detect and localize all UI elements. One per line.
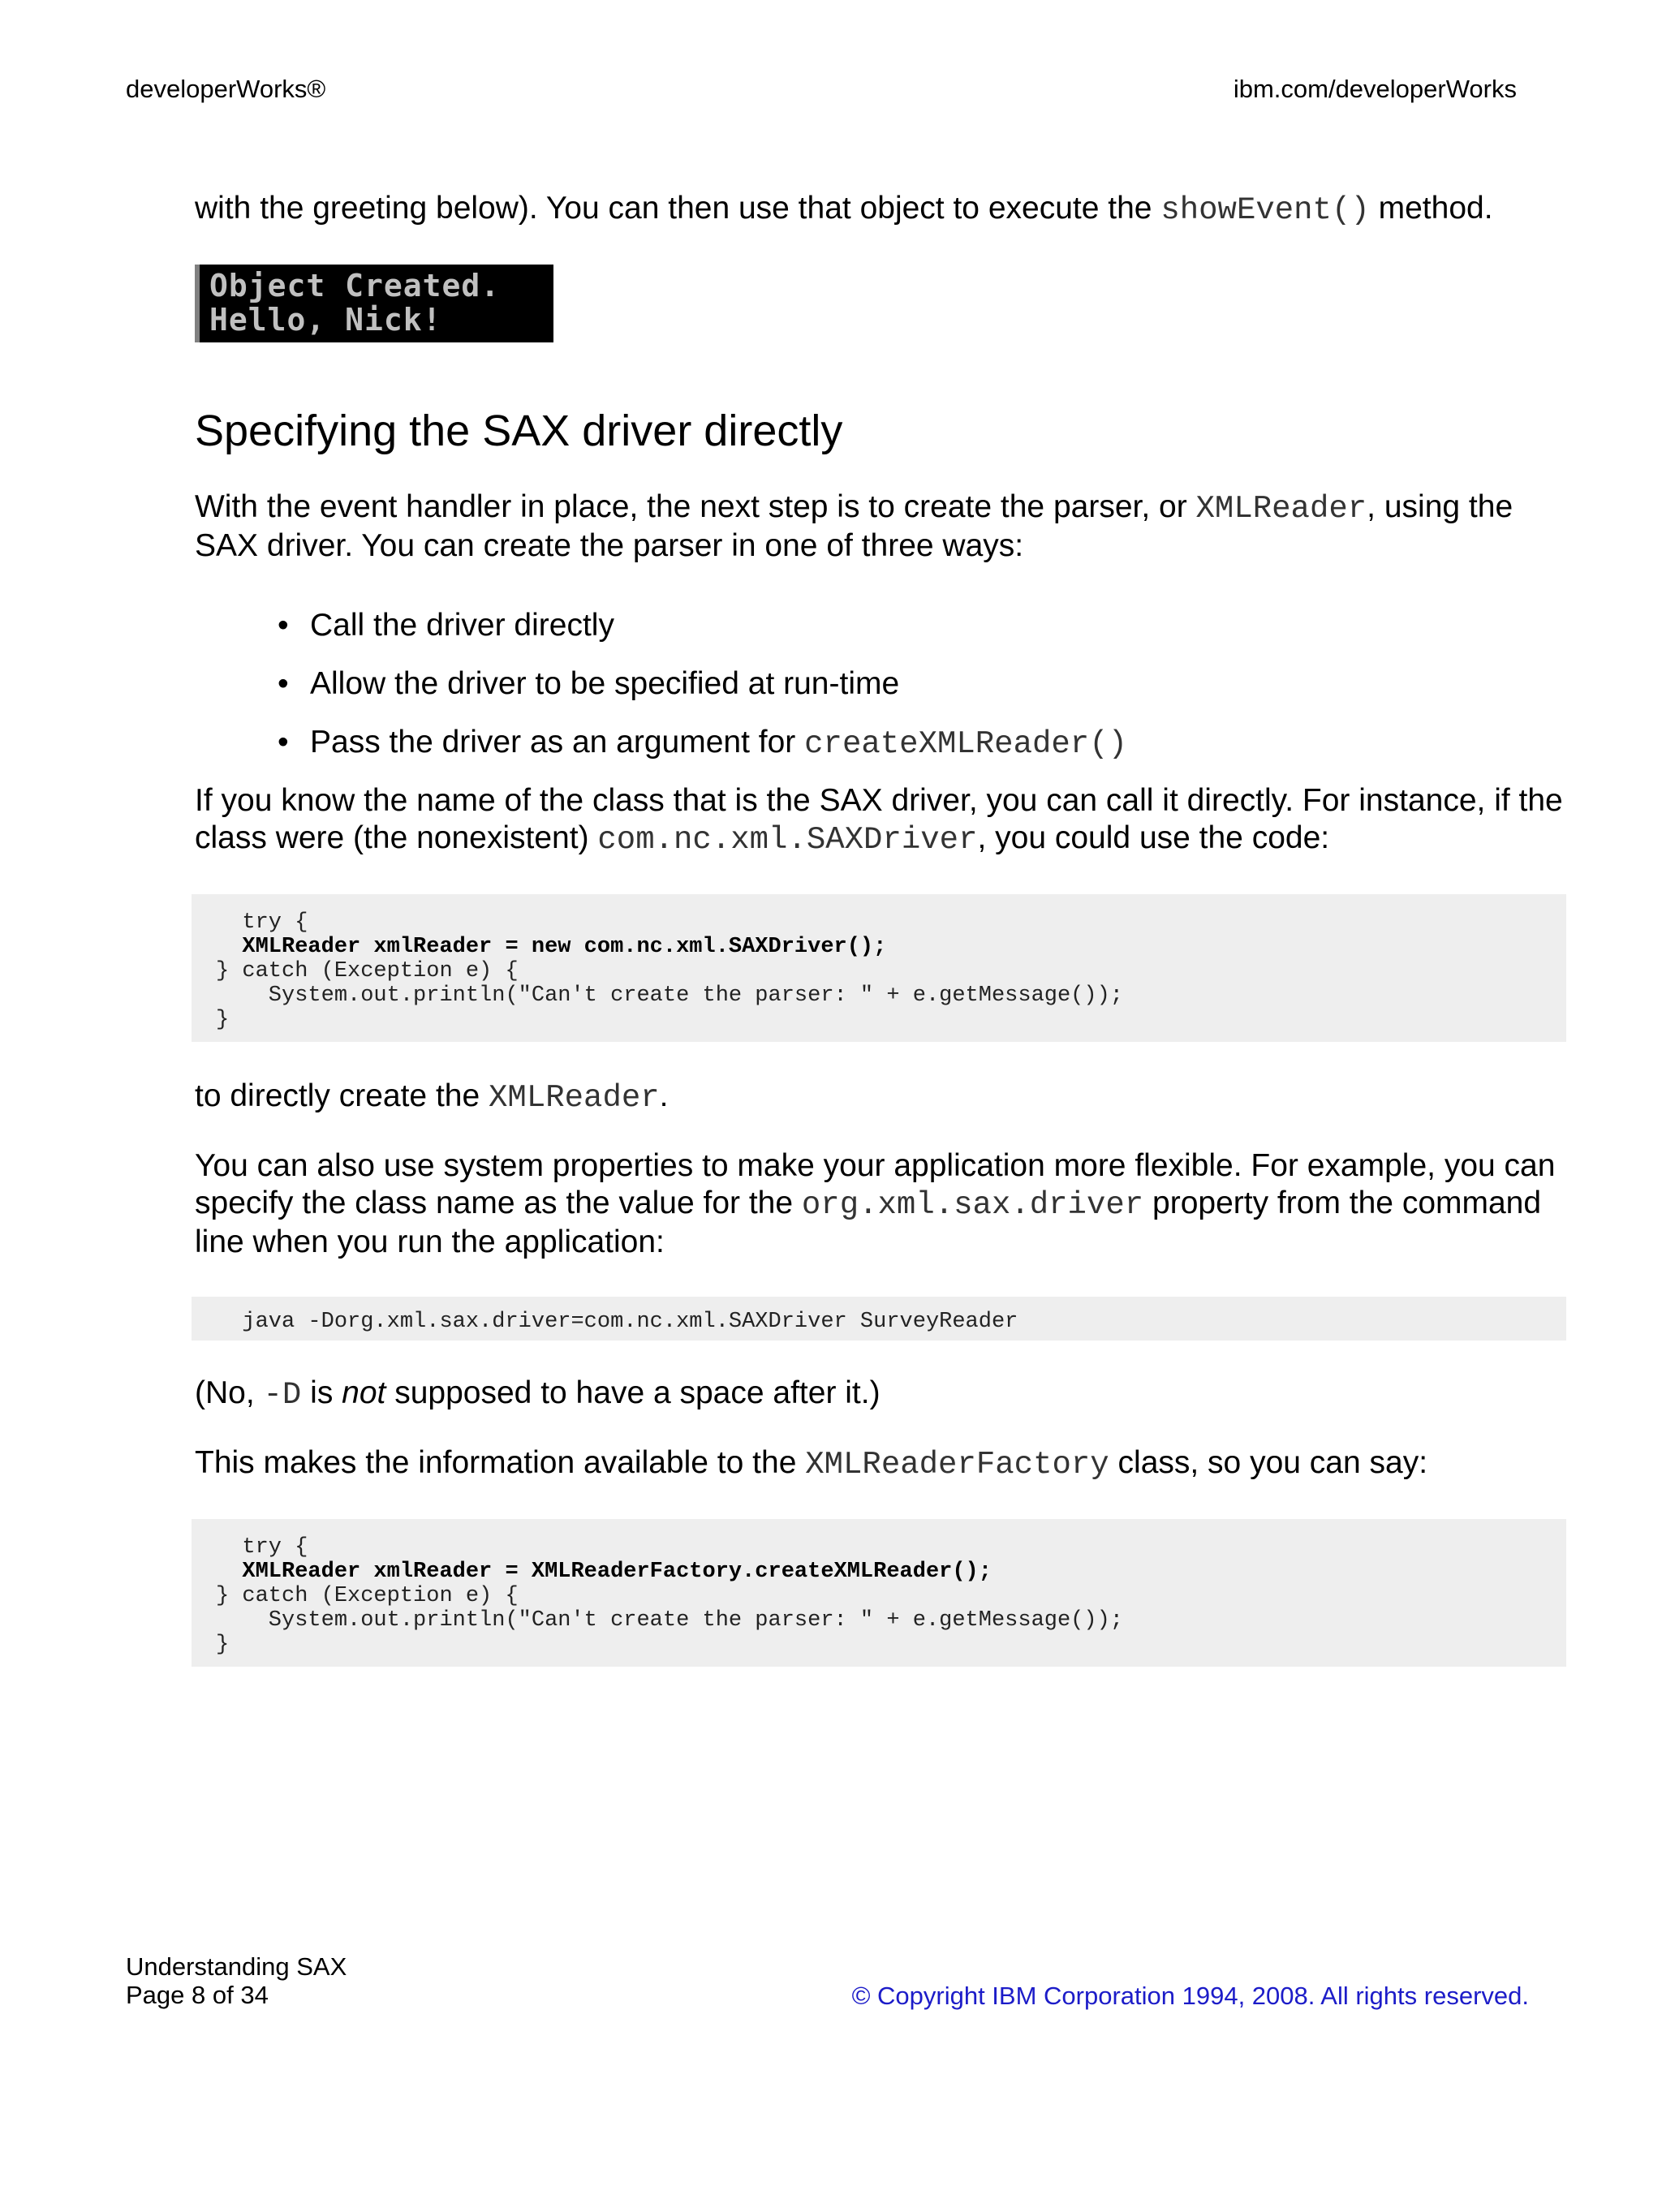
bullet-icon: • [278,666,289,701]
console-line: Object Created. [209,268,501,303]
code-line: try { [216,910,308,935]
code-line: } [216,1008,230,1032]
paragraph: This makes the information available to the XMLReaderFactory class, so you can say: [195,1445,1428,1483]
code-line: } catch (Exception e) { [216,1584,519,1608]
header-brand: developerWorks® [126,75,326,103]
code-line: } [216,1633,230,1657]
paragraph: You can also use system properties to make your application more flexible. For example, you can specify the class name as the value for the org.xml.sax.driver property from the command line when you run the application: [195,1148,1556,1259]
footer-page-number: Page 8 of 34 [126,1981,269,2009]
footer-copyright: © Copyright IBM Corporation 1994, 2008. All rights reserved. [851,1982,1529,2010]
footer-doc-title: Understanding SAX [126,1952,347,1981]
section-heading: Specifying the SAX driver directly [195,407,843,455]
inline-code: com.nc.xml.SAXDriver [597,822,978,858]
code-line: XMLReader xmlReader = XMLReaderFactory.createXMLReader(); [216,1560,992,1584]
code-block [192,894,1566,1042]
inline-code: XMLReader [1195,491,1367,527]
paragraph: (No, -D is not supposed to have a space after it.) [195,1375,881,1413]
code-line: System.out.println("Can't create the parser: " + e.getMessage()); [216,983,1123,1008]
header-site-url: ibm.com/developerWorks [1233,75,1517,103]
list-item: • Pass the driver as an argument for createXMLReader() [278,725,1128,762]
intro-paragraph: with the greeting below). You can then use that object to execute the showEvent() method. [195,191,1493,228]
code-line: java -Dorg.xml.sax.driver=com.nc.xml.SAXDriver SurveyReader [216,1310,1018,1334]
code-line: XMLReader xmlReader = new com.nc.xml.SAXDriver(); [216,935,887,959]
console-output-image [195,265,553,342]
page-content [195,190,1574,1667]
list-item: • Call the driver directly [278,608,614,643]
bullet-icon: • [278,608,289,643]
inline-code: showEvent() [1160,192,1370,228]
emphasis: not [342,1375,386,1410]
bullet-icon: • [278,725,289,760]
inline-code: XMLReader [489,1080,660,1116]
inline-code: org.xml.sax.driver [801,1187,1144,1223]
paragraph: If you know the name of the class that is the SAX driver, you can call it directly. For instance, if the class were (the nonexistent) com.nc.xml.SAXDriver, you could use the code: [195,783,1563,858]
bullet-list [195,607,1574,763]
inline-code: XMLReaderFactory [805,1447,1109,1483]
paragraph: With the event handler in place, the next step is to create the parser, or XMLReader, using the SAX driver. You can create the parser in one of three ways: [195,489,1513,563]
list-item: • Allow the driver to be specified at run-time [278,666,900,701]
code-line: } catch (Exception e) { [216,959,519,983]
code-line: try { [216,1535,308,1560]
console-line: Hello, Nick! [209,302,442,338]
code-line: System.out.println("Can't create the parser: " + e.getMessage()); [216,1608,1123,1633]
footer-doc-info [126,1952,347,2009]
code-block [192,1519,1566,1667]
inline-code: createXMLReader() [804,726,1128,762]
code-block [192,1297,1566,1341]
paragraph: to directly create the XMLReader. [195,1078,669,1116]
inline-code: -D [263,1377,302,1413]
